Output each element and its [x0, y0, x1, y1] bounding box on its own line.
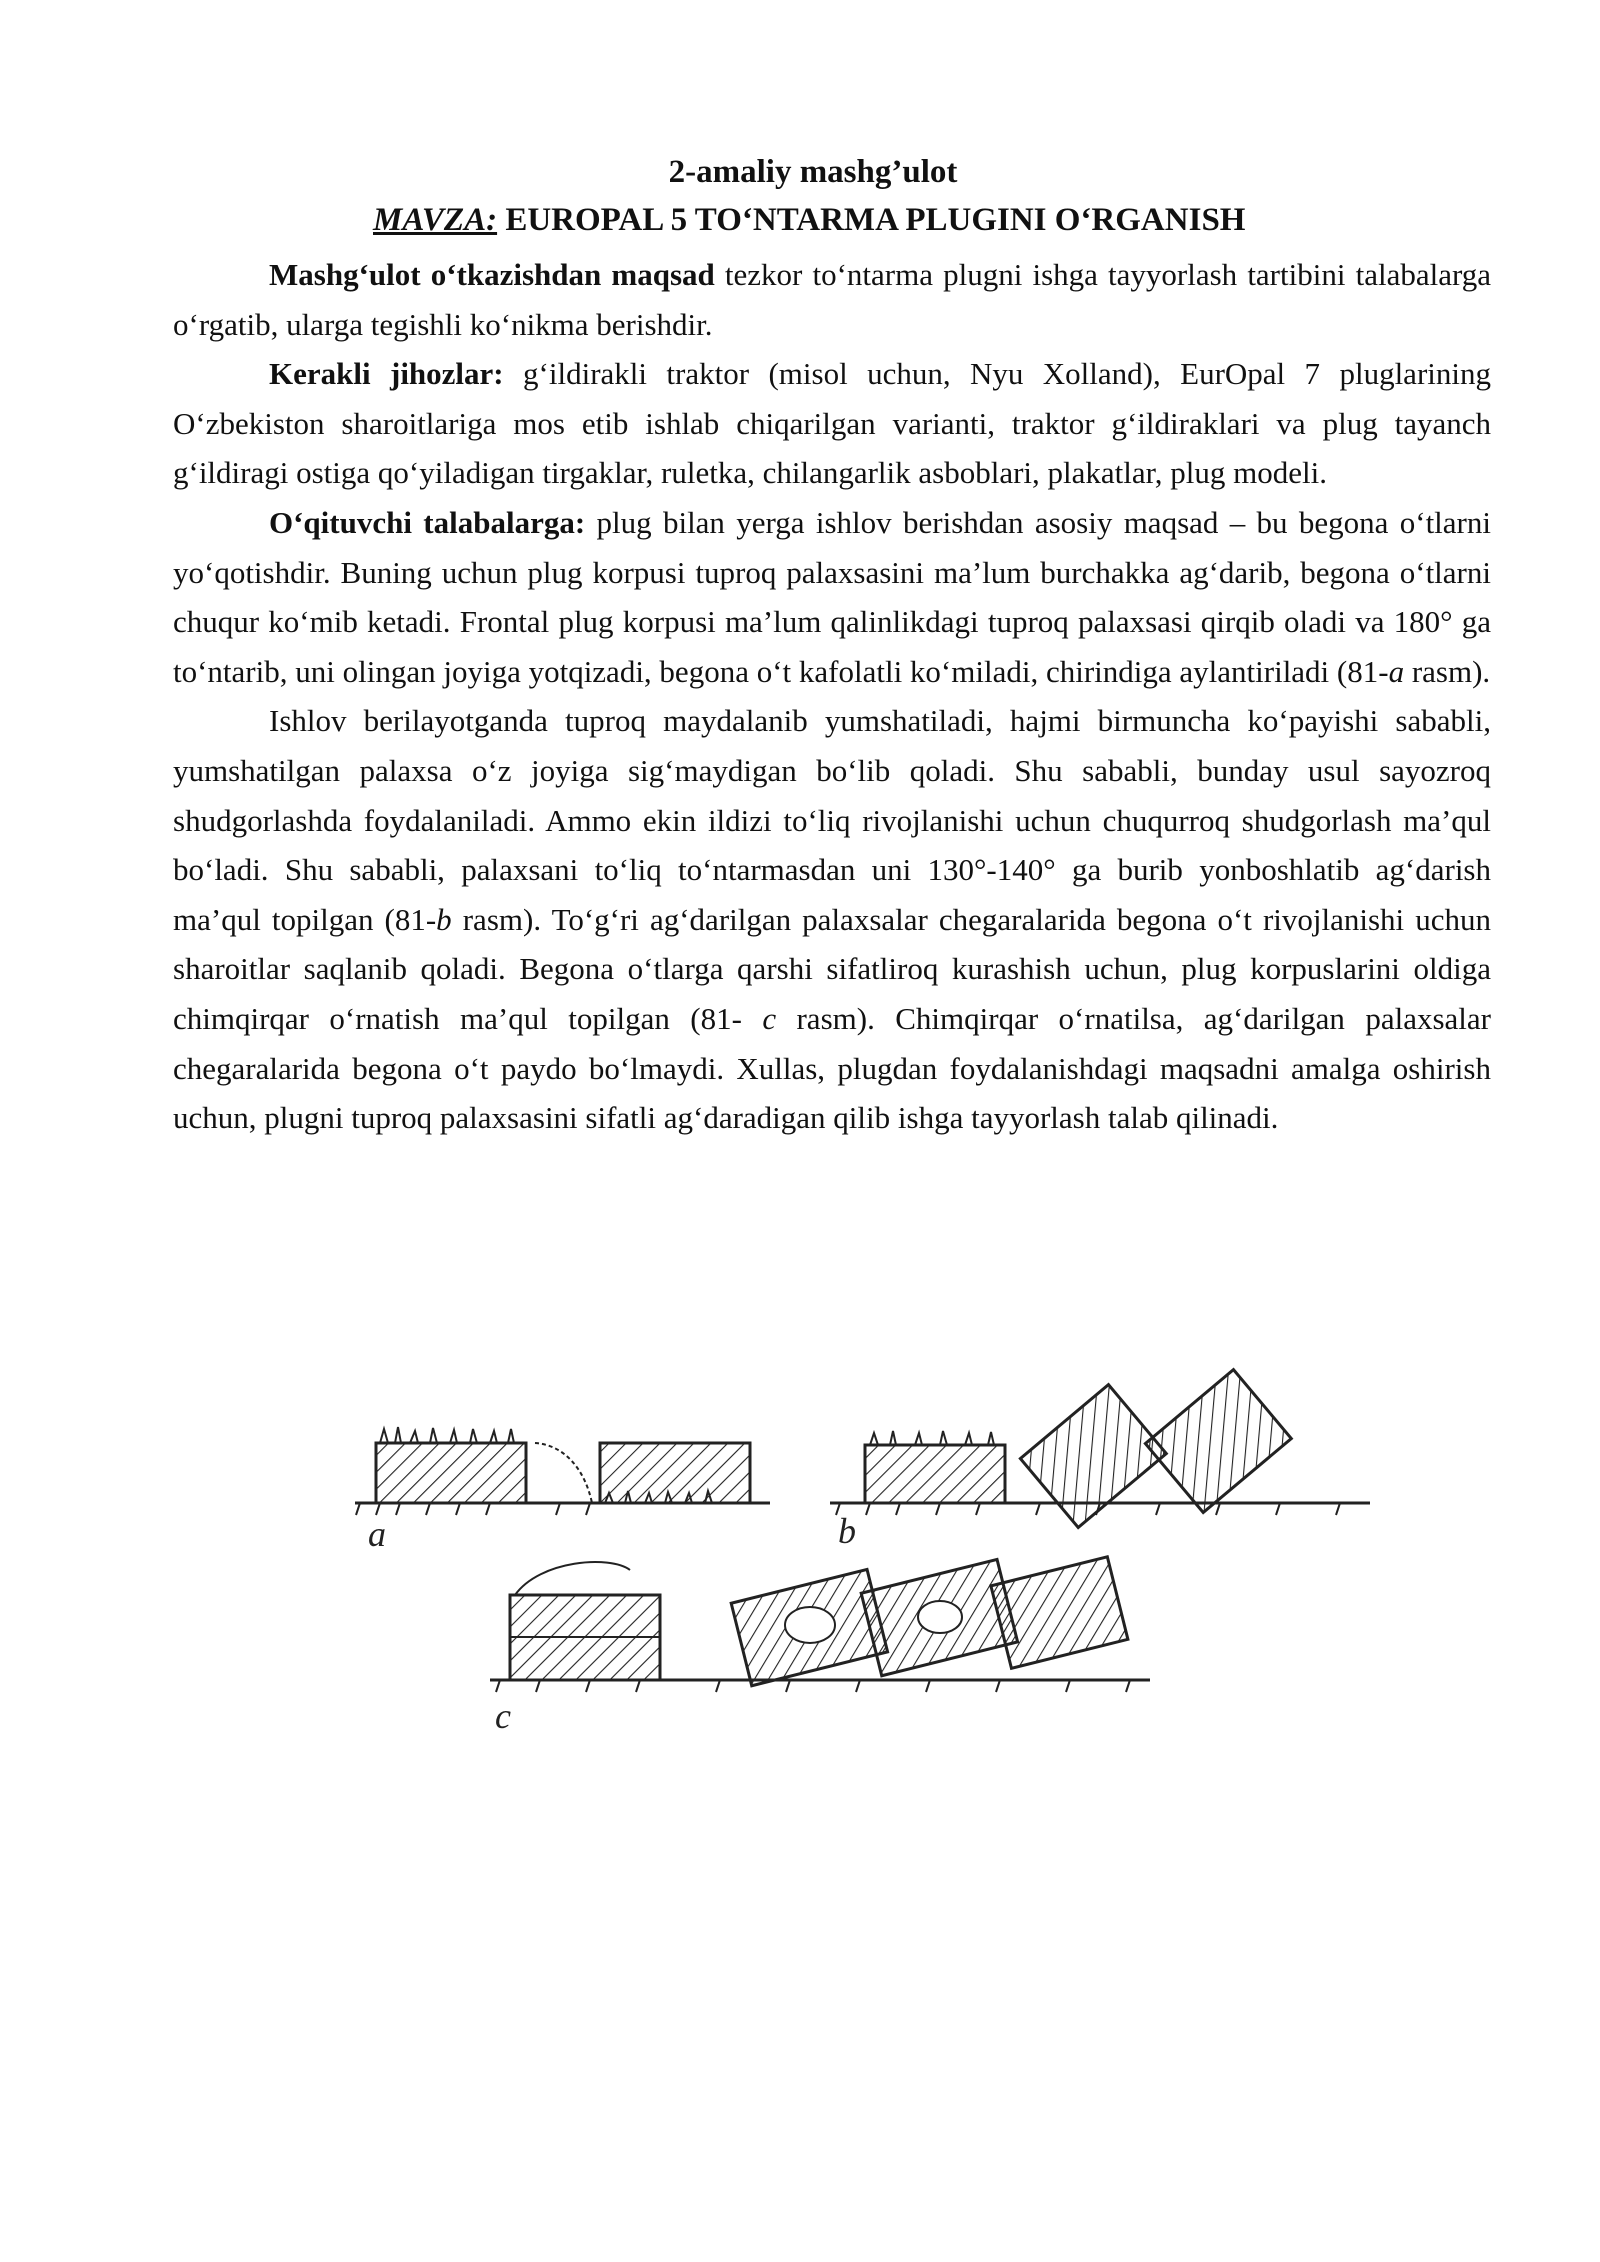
soil-slice-c-3	[991, 1557, 1128, 1669]
topic-text: EUROPAL 5 TO‘NTARMA PLUGINI O‘RGANISH	[497, 202, 1246, 238]
figure-label-b: b	[838, 1511, 856, 1551]
teacher-label: O‘qituvchi talabalarga:	[269, 504, 586, 540]
paragraph-teacher	[173, 498, 1491, 696]
figure-label-c: c	[495, 1696, 511, 1736]
plough-furrow-figure	[340, 1355, 1380, 1755]
processing-text-2: rasm). To‘g‘ri ag‘darilgan palaxsalar chegaralarida begona o‘t rivojlanishi uchun sharoitlar saqlanib qoladi. Begona o‘tlarga qarshi sifatliroq kurashish uchun, plug korpuslarini oldiga chimqirqar o‘rnatish ma’qul topilgan (81-	[173, 901, 1491, 1036]
page-title: 2-amaliy mashg’ulot	[668, 154, 958, 190]
goal-text: tezkor to‘ntarma plugni ishga tayyorlash tartibini talabalarga o‘rgatib, ularga tegishli ko‘nikma berishdir.	[173, 257, 1491, 342]
processing-text-1: Ishlov berilayotganda tuproq maydalanib yumshatiladi, hajmi birmuncha ko‘payishi sababli, yumshatilgan palaxsa o‘z joyiga sig‘maydigan bo‘lib qoladi. Shu sababli, bunday usul sayozroq shudgorlashda foydalaniladi. Ammo ekin ildizi to‘liq rivojlanishi uchun chuqurroq shudgorlash ma’qul bo‘ladi. Shu sababli, palaxsani to‘liq to‘ntarmasdan uni 130°-140° ga burib yonboshlatib ag‘darish ma’qul topilgan (81-	[173, 703, 1491, 937]
equipment-label: Kerakli jihozlar:	[269, 356, 504, 392]
soil-slice-b-original	[865, 1445, 1005, 1503]
teacher-text-2: rasm).	[1404, 653, 1491, 689]
paragraph-goal	[173, 250, 1491, 349]
goal-label: Mashg‘ulot o‘tkazishdan maqsad	[269, 257, 715, 292]
topic-heading	[373, 200, 1245, 240]
processing-text-3: rasm). Chimqirqar o‘rnatilsa, ag‘darilgan palaxsalar chegaralarida begona o‘t paydo bo‘lmaydi. Xullas, plugdan foydalanishdagi maqsadni amalga oshirish uchun, plugni tuproq palaxsasini sifatli ag‘daradigan qilib ishga tayyorlash talab qilinadi.	[173, 1000, 1491, 1136]
soil-slice-inverted	[600, 1443, 750, 1503]
panel-a-diagram	[355, 1427, 770, 1515]
teacher-text-1: plug bilan yerga ishlov berishdan asosiy maqsad – bu begona o‘tlarni yo‘qotishdir. Buning uchun plug korpusi tuproq palaxsasini ma’lum burchakka ag‘darib, begona o‘tlarni chuqur ko‘mib ketadi. Frontal plug korpusi ma’lum qalinlikdagi tuproq palaxsasi qirqib oladi va 180° ga to‘ntarib, uni olingan joyiga yotqizadi, begona o‘t kafolatli ko‘miladi, chirindiga aylantiriladi (81-	[173, 504, 1491, 689]
figure-ref-a: a	[1388, 653, 1405, 689]
skimmer-arc	[515, 1562, 630, 1595]
weed-marks-a	[380, 1427, 514, 1443]
paragraph-equipment	[173, 349, 1491, 498]
soil-slice-original	[376, 1443, 526, 1503]
body-text	[173, 250, 1491, 1143]
soil-slice-b-tilted-1	[1020, 1385, 1166, 1528]
figure-ref-b: b	[436, 901, 452, 937]
paragraph-processing	[173, 696, 1491, 1142]
panel-b-diagram	[830, 1370, 1370, 1528]
turn-arrow-a	[535, 1443, 592, 1503]
soil-slice-b-tilted-2	[1145, 1370, 1291, 1513]
equipment-text: g‘ildirakli traktor (misol uchun, Nyu Xolland), EurOpal 7 pluglarining O‘zbekiston sharoitlariga mos etib ishlab chiqarilgan varianti, traktor g‘ildiraklari va plug tayanch g‘ildiragi ostiga qo‘yiladigan tirgaklar, ruletka, chilangarlik asboblari, plakatlar, plug modeli.	[173, 356, 1491, 491]
figure-label-a: a	[368, 1514, 386, 1554]
panel-c-diagram	[490, 1557, 1150, 1692]
topic-label: MAVZA:	[373, 202, 498, 238]
figure-ref-c: c	[762, 1000, 777, 1036]
